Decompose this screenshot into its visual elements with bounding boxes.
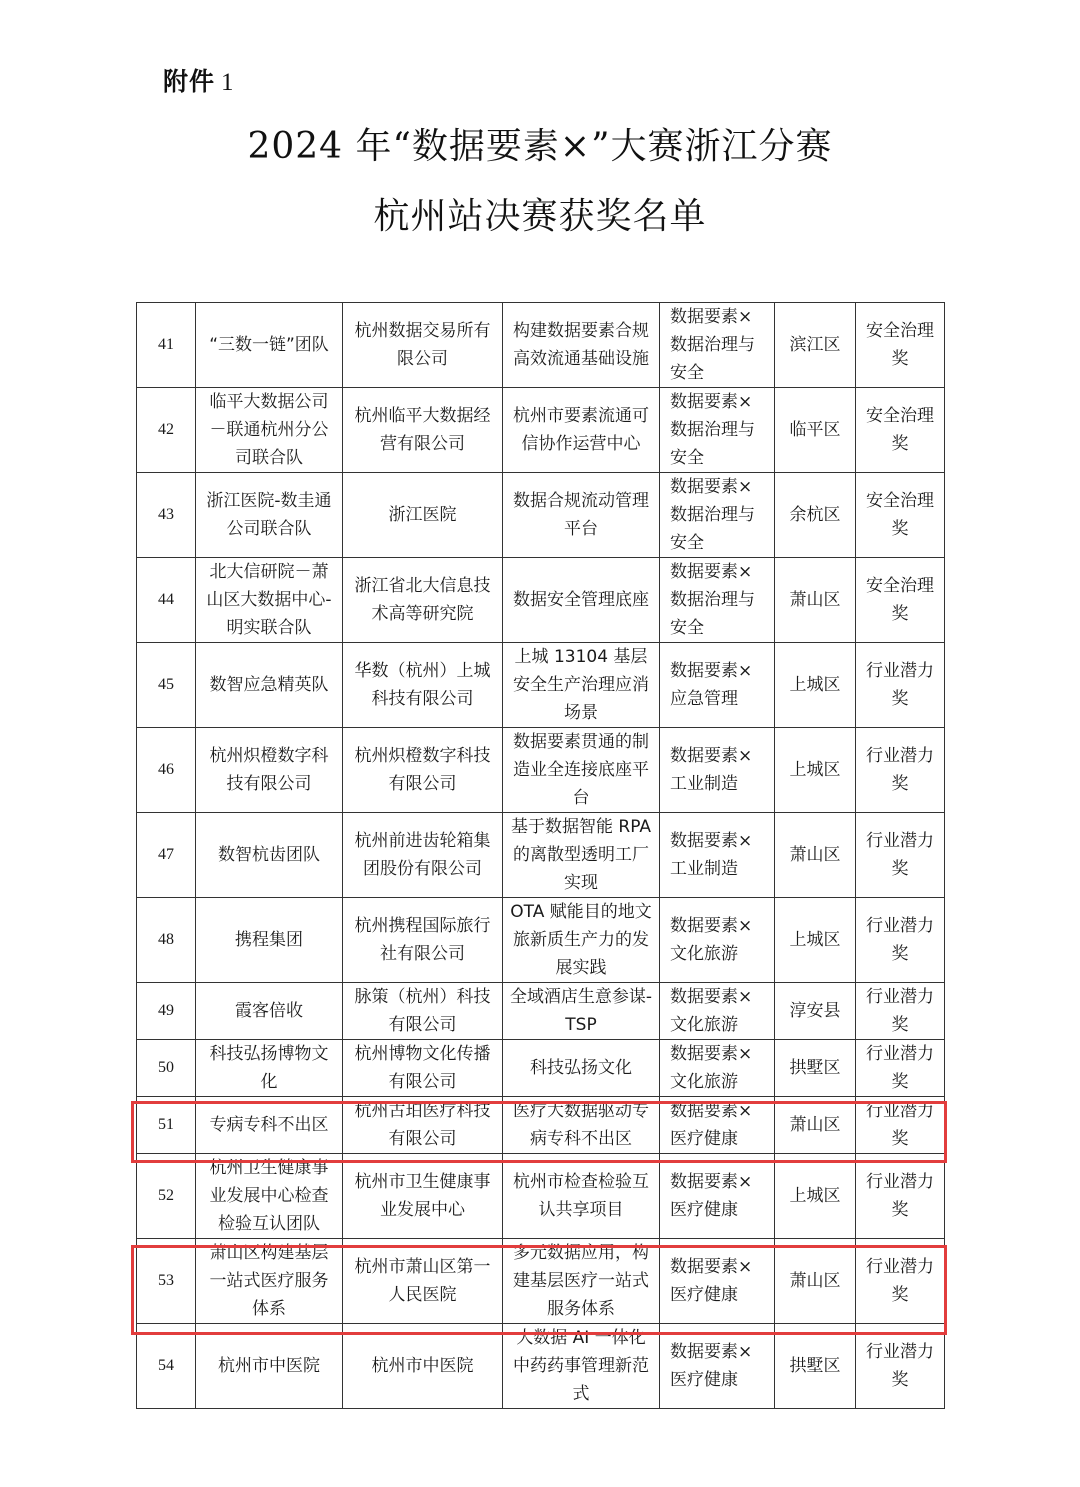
- team-name: 数智杭齿团队: [196, 813, 343, 898]
- table-row: [137, 898, 945, 983]
- row-number: 41: [137, 303, 196, 388]
- unit-name: 杭州临平大数据经营有限公司: [343, 388, 503, 473]
- award: 行业潜力奖: [856, 983, 945, 1040]
- award: 行业潜力奖: [856, 643, 945, 728]
- award: 安全治理奖: [856, 558, 945, 643]
- award: 行业潜力奖: [856, 1324, 945, 1409]
- page-title-line2: 杭州站决赛获奖名单: [373, 196, 707, 237]
- row-number: 48: [137, 898, 196, 983]
- project-name: 大数据 AI 一体化中药药事管理新范式: [503, 1324, 660, 1409]
- district: 拱墅区: [775, 1040, 856, 1097]
- unit-name: 华数（杭州）上城科技有限公司: [343, 643, 503, 728]
- district: 上城区: [775, 643, 856, 728]
- category: 数据要素×数据治理与安全: [660, 558, 775, 643]
- district: 上城区: [775, 1154, 856, 1239]
- district: 萧山区: [775, 1097, 856, 1154]
- project-name: 医疗大数据驱动专病专科不出区: [503, 1097, 660, 1154]
- team-name: 临平大数据公司－联通杭州分公司联合队: [196, 388, 343, 473]
- award: 行业潜力奖: [856, 1154, 945, 1239]
- project-name: 构建数据要素合规高效流通基础设施: [503, 303, 660, 388]
- team-name: 携程集团: [196, 898, 343, 983]
- unit-name: 杭州市卫生健康事业发展中心: [343, 1154, 503, 1239]
- category: 数据要素×文化旅游: [660, 898, 775, 983]
- category: 数据要素×文化旅游: [660, 983, 775, 1040]
- award: 安全治理奖: [856, 303, 945, 388]
- district: 余杭区: [775, 473, 856, 558]
- team-name: 科技弘扬博物文化: [196, 1040, 343, 1097]
- district: 滨江区: [775, 303, 856, 388]
- district: 萧山区: [775, 558, 856, 643]
- team-name: 北大信研院－萧山区大数据中心-明实联合队: [196, 558, 343, 643]
- project-name: 全域酒店生意参谋-TSP: [503, 983, 660, 1040]
- category: 数据要素×文化旅游: [660, 1040, 775, 1097]
- row-number: 43: [137, 473, 196, 558]
- district: 淳安县: [775, 983, 856, 1040]
- row-number: 46: [137, 728, 196, 813]
- project-name: 多元数据应用，构建基层医疗一站式服务体系: [503, 1239, 660, 1324]
- category: 数据要素×数据治理与安全: [660, 388, 775, 473]
- category: 数据要素×工业制造: [660, 728, 775, 813]
- unit-name: 杭州市萧山区第一人民医院: [343, 1239, 503, 1324]
- table-row: [137, 1324, 945, 1409]
- row-number: 53: [137, 1239, 196, 1324]
- award-table-body: [137, 303, 945, 1409]
- category: 数据要素×医疗健康: [660, 1239, 775, 1324]
- category: 数据要素×数据治理与安全: [660, 473, 775, 558]
- attachment-label-text: 附件: [163, 67, 216, 96]
- team-name: 萧山区构建基层一站式医疗服务体系: [196, 1239, 343, 1324]
- project-name: 上城 13104 基层安全生产治理应消场景: [503, 643, 660, 728]
- district: 萧山区: [775, 813, 856, 898]
- team-name: 霞客倍收: [196, 983, 343, 1040]
- row-number: 52: [137, 1154, 196, 1239]
- row-number: 50: [137, 1040, 196, 1097]
- row-number: 45: [137, 643, 196, 728]
- award: 安全治理奖: [856, 388, 945, 473]
- award: 行业潜力奖: [856, 1040, 945, 1097]
- team-name: 浙江医院-数圭通公司联合队: [196, 473, 343, 558]
- category: 数据要素×工业制造: [660, 813, 775, 898]
- award: 行业潜力奖: [856, 898, 945, 983]
- attachment-label: [163, 62, 235, 98]
- row-number: 49: [137, 983, 196, 1040]
- project-name: 数据安全管理底座: [503, 558, 660, 643]
- project-name: 科技弘扬文化: [503, 1040, 660, 1097]
- unit-name: 杭州古珀医疗科技有限公司: [343, 1097, 503, 1154]
- team-name: 杭州卫生健康事业发展中心检查检验互认团队: [196, 1154, 343, 1239]
- district: 临平区: [775, 388, 856, 473]
- table-row: [137, 473, 945, 558]
- project-name: 数据合规流动管理平台: [503, 473, 660, 558]
- unit-name: 杭州携程国际旅行社有限公司: [343, 898, 503, 983]
- team-name: “三数一链”团队: [196, 303, 343, 388]
- team-name: 杭州市中医院: [196, 1324, 343, 1409]
- category: 数据要素×医疗健康: [660, 1154, 775, 1239]
- category: 数据要素×应急管理: [660, 643, 775, 728]
- district: 上城区: [775, 728, 856, 813]
- table-row: [137, 303, 945, 388]
- row-number: 47: [137, 813, 196, 898]
- district: 萧山区: [775, 1239, 856, 1324]
- district: 上城区: [775, 898, 856, 983]
- team-name: 专病专科不出区: [196, 1097, 343, 1154]
- table-row: [137, 1040, 945, 1097]
- category: 数据要素×医疗健康: [660, 1324, 775, 1409]
- project-name: 杭州市要素流通可信协作运营中心: [503, 388, 660, 473]
- unit-name: 杭州数据交易所有限公司: [343, 303, 503, 388]
- unit-name: 浙江省北大信息技术高等研究院: [343, 558, 503, 643]
- award: 行业潜力奖: [856, 728, 945, 813]
- unit-name: 杭州炽橙数字科技有限公司: [343, 728, 503, 813]
- unit-name: 脉策（杭州）科技有限公司: [343, 983, 503, 1040]
- unit-name: 杭州前进齿轮箱集团股份有限公司: [343, 813, 503, 898]
- project-name: OTA 赋能目的地文旅新质生产力的发展实践: [503, 898, 660, 983]
- table-row: [137, 558, 945, 643]
- district: 拱墅区: [775, 1324, 856, 1409]
- table-row: [137, 643, 945, 728]
- team-name: 数智应急精英队: [196, 643, 343, 728]
- award-table: [136, 302, 945, 1409]
- project-name: 数据要素贯通的制造业全连接底座平台: [503, 728, 660, 813]
- project-name: 基于数据智能 RPA 的离散型透明工厂实现: [503, 813, 660, 898]
- award: 行业潜力奖: [856, 813, 945, 898]
- table-row: [137, 1154, 945, 1239]
- team-name: 杭州炽橙数字科技有限公司: [196, 728, 343, 813]
- row-number: 54: [137, 1324, 196, 1409]
- unit-name: 浙江医院: [343, 473, 503, 558]
- row-number: 51: [137, 1097, 196, 1154]
- table-row: [137, 983, 945, 1040]
- unit-name: 杭州博物文化传播有限公司: [343, 1040, 503, 1097]
- page-title-line1: 2024 年“数据要素×”大赛浙江分赛: [247, 126, 833, 167]
- category: 数据要素×数据治理与安全: [660, 303, 775, 388]
- project-name: 杭州市检查检验互认共享项目: [503, 1154, 660, 1239]
- award: 行业潜力奖: [856, 1097, 945, 1154]
- attachment-number: 1: [221, 69, 235, 96]
- table-row: [137, 388, 945, 473]
- award: 行业潜力奖: [856, 1239, 945, 1324]
- row-number: 44: [137, 558, 196, 643]
- table-row: [137, 1239, 945, 1324]
- table-row: [137, 813, 945, 898]
- row-number: 42: [137, 388, 196, 473]
- unit-name: 杭州市中医院: [343, 1324, 503, 1409]
- table-row: [137, 728, 945, 813]
- category: 数据要素×医疗健康: [660, 1097, 775, 1154]
- award: 安全治理奖: [856, 473, 945, 558]
- table-row: [137, 1097, 945, 1154]
